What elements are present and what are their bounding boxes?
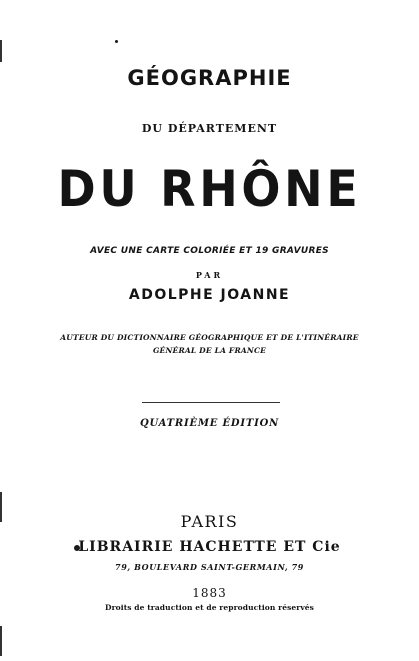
department-line: DU DÉPARTEMENT — [141, 122, 278, 135]
edition-label: QUATRIÈME ÉDITION — [139, 418, 280, 429]
divider-rule — [142, 402, 280, 403]
scan-edge-mark-bottom — [0, 626, 2, 656]
imprint-year: 1883 — [192, 586, 227, 600]
scan-edge-mark-top — [0, 40, 2, 62]
author-description-line-2: GÉNÉRAL DE LA FRANCE — [152, 346, 267, 355]
by-line: PAR — [195, 270, 224, 280]
author-description-line-1: AUTEUR DU DICTIONNAIRE GÉOGRAPHIQUE ET DE L'ITINÉRAIRE — [60, 333, 359, 342]
author-name: ADOLPHE JOANNE — [128, 287, 291, 303]
main-title: DU RHÔNE — [57, 160, 362, 218]
imprint-city: PARIS — [180, 512, 239, 531]
ink-speck — [115, 40, 118, 43]
heading: GÉOGRAPHIE — [127, 66, 292, 90]
imprint-address: 79, BOULEVARD SAINT-GERMAIN, 79 — [115, 562, 304, 572]
imprint-publisher: LIBRAIRIE HACHETTE ET Cie — [78, 539, 341, 555]
subtitle: AVEC UNE CARTE COLORIÉE ET 19 GRAVURES — [90, 246, 329, 256]
rights-notice: Droits de traduction et de reproduction réservés — [104, 603, 314, 612]
